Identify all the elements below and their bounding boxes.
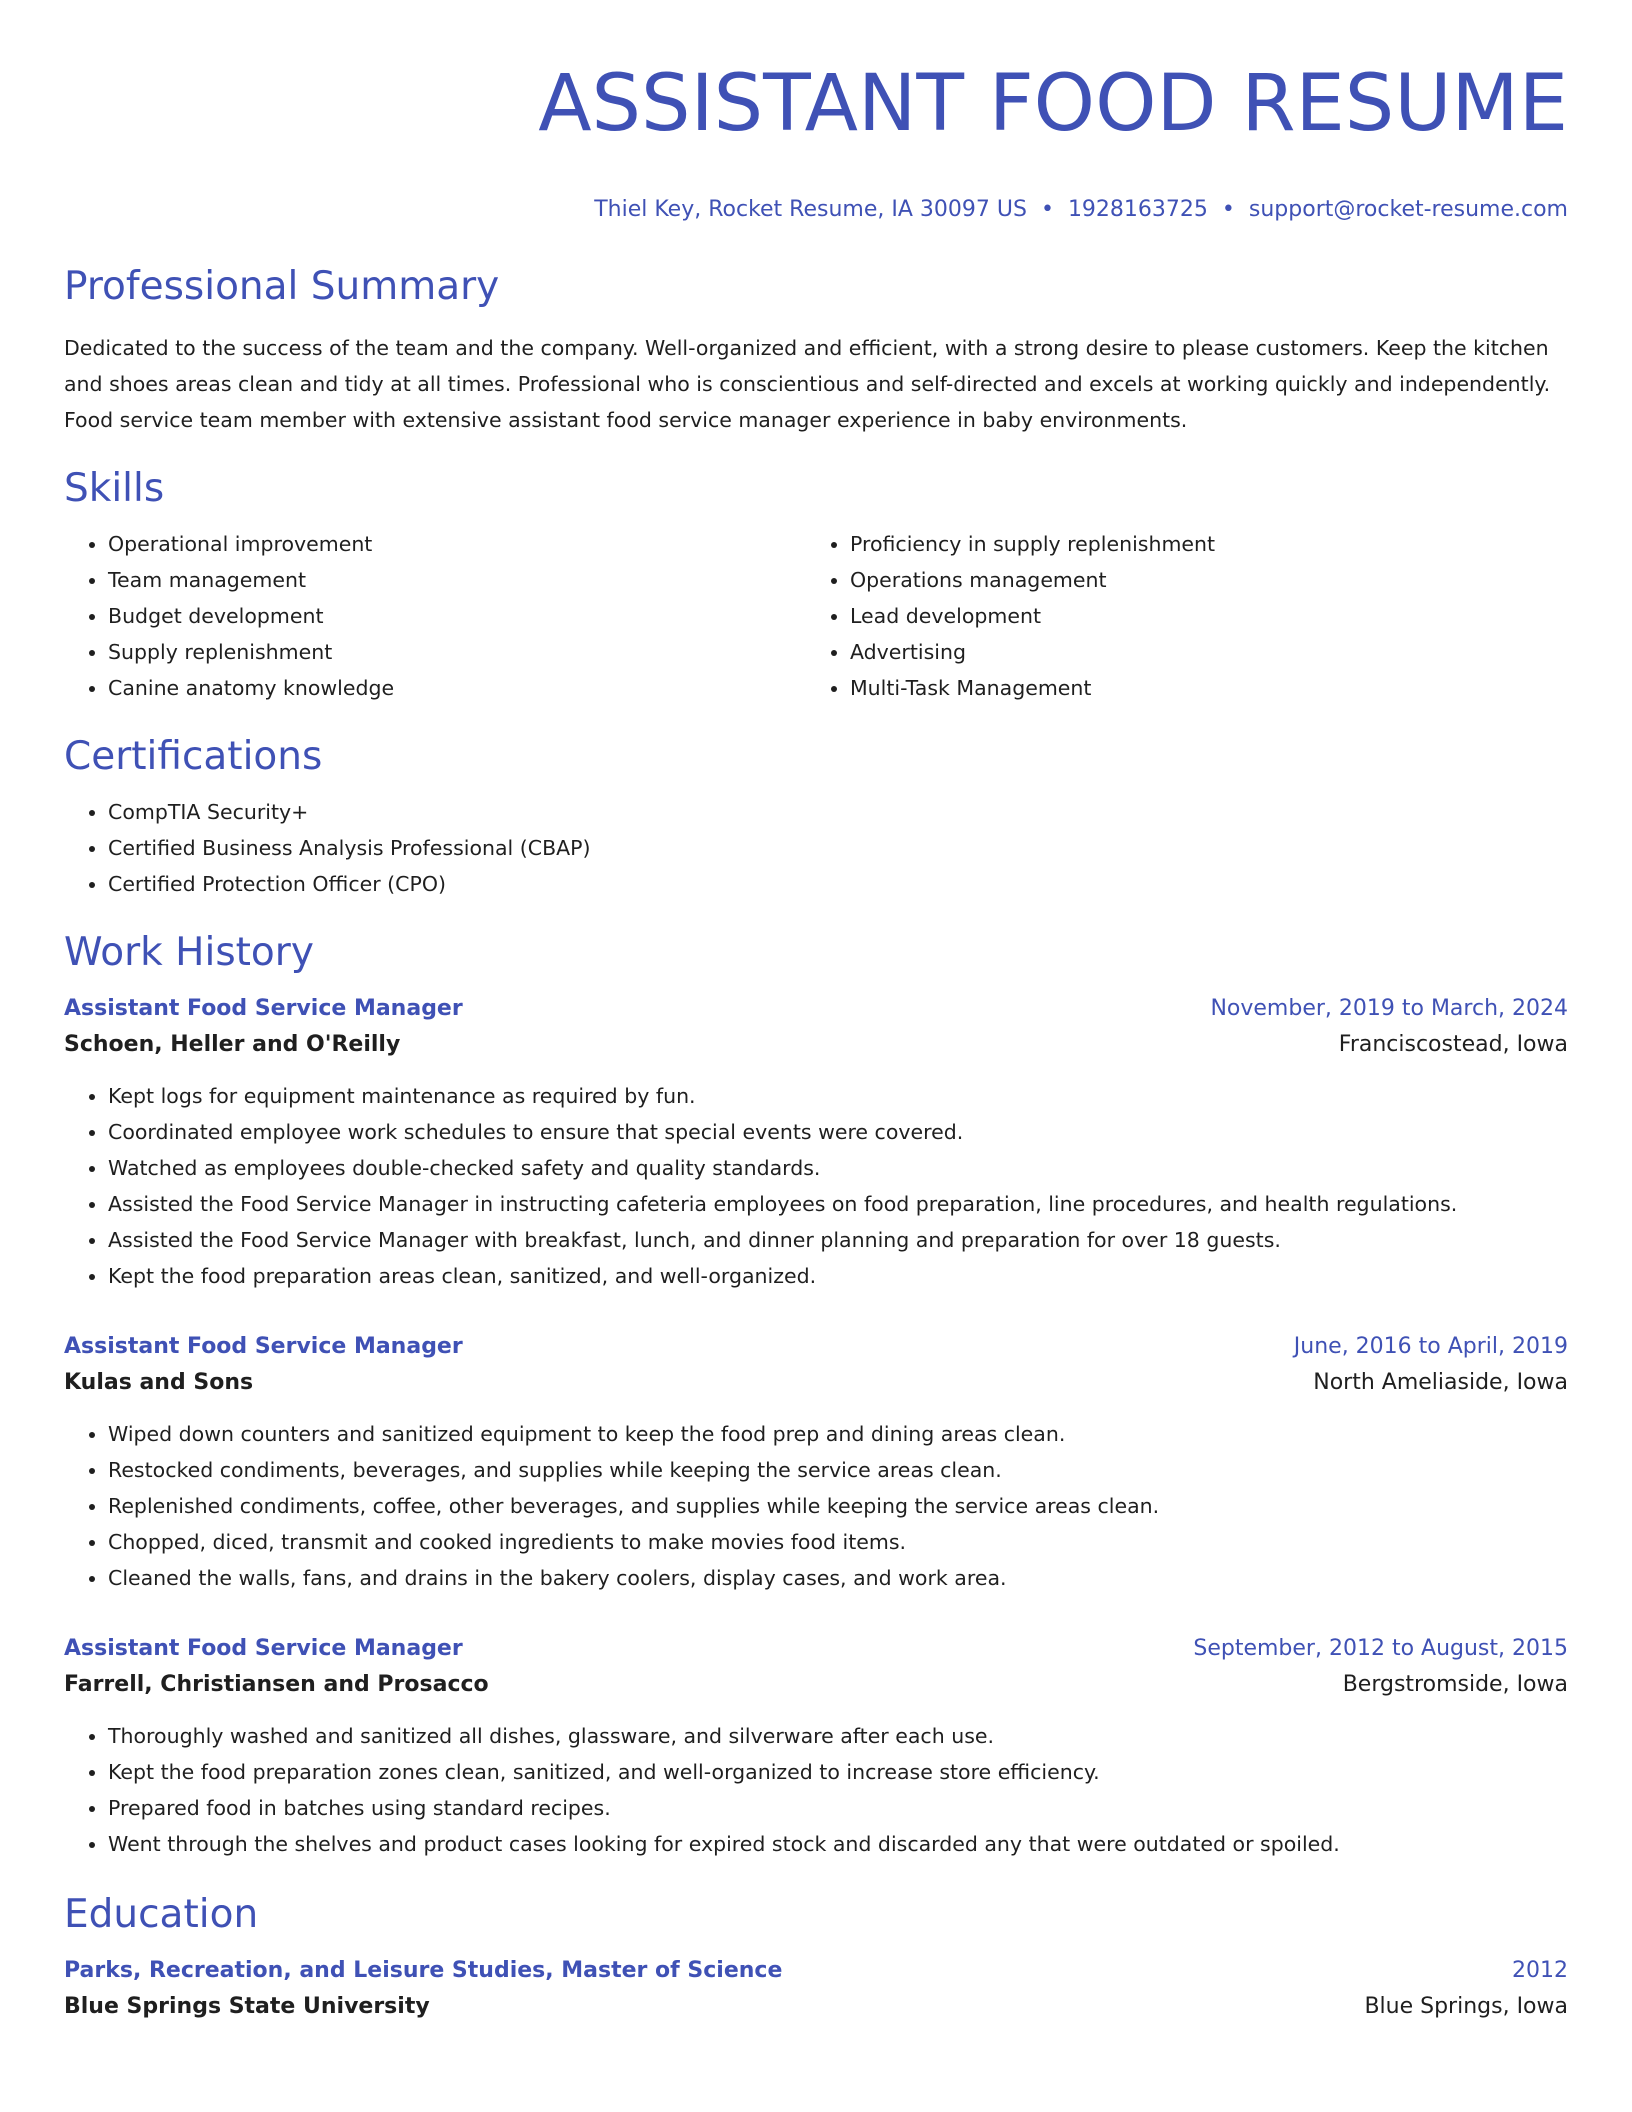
job-bullets	[64, 1078, 1568, 1294]
skills-columns	[64, 526, 1568, 706]
job-entry	[64, 992, 1568, 1294]
resume-title: ASSISTANT FOOD RESUME	[538, 59, 1568, 149]
job-bullet: • Assisted the Food Service Manager in instructing cafeteria employees on food preparation, line procedures, and health regulations.	[108, 1186, 1568, 1222]
job-employer-row	[64, 1364, 1568, 1402]
contact-phone: 1928163725	[1067, 197, 1208, 222]
education-header-row	[64, 1954, 1568, 1988]
education-year: 2012	[1512, 1958, 1568, 1983]
skill-item: • Budget development	[108, 598, 806, 634]
job-employer-row	[64, 1026, 1568, 1064]
job-bullet: • Cleaned the walls, fans, and drains in the bakery coolers, display cases, and work area.	[108, 1560, 1568, 1596]
education-heading: Education	[64, 1892, 259, 1937]
job-title: Assistant Food Service Manager	[64, 1636, 463, 1661]
education-section	[64, 1892, 1568, 2026]
skill-item: • Multi-Task Management	[850, 670, 1548, 706]
job-bullet: • Kept the food preparation areas clean, sanitized, and well-organized.	[108, 1258, 1568, 1294]
job-employer: Farrell, Christiansen and Prosacco	[64, 1672, 489, 1697]
job-bullets	[64, 1416, 1568, 1596]
contact-email: support@rocket-resume.com	[1248, 197, 1568, 222]
job-bullet: • Replenished condiments, coffee, other beverages, and supplies while keeping the service areas clean.	[108, 1488, 1568, 1524]
skills-heading: Skills	[64, 466, 165, 511]
contact-line	[64, 196, 1568, 224]
job-employer: Kulas and Sons	[64, 1370, 254, 1395]
job-entry	[64, 1330, 1568, 1596]
job-location: Bergstromside, Iowa	[1342, 1672, 1568, 1697]
job-employer-row	[64, 1666, 1568, 1704]
education-degree: Parks, Recreation, and Leisure Studies, Master of Science	[64, 1958, 783, 1983]
job-bullet: • Coordinated employee work schedules to ensure that special events were covered.	[108, 1114, 1568, 1150]
skill-item: • Advertising	[850, 634, 1548, 670]
job-bullet: • Watched as employees double-checked safety and quality standards.	[108, 1150, 1568, 1186]
job-bullet: • Kept the food preparation zones clean, sanitized, and well-organized to increase store efficiency.	[108, 1754, 1568, 1790]
summary-text: Dedicated to the success of the team and the company. Well-organized and efficient, with a strong desire to please customers. Keep the kitchen and shoes areas clean and tidy at all times. Professional who is conscientious and self-directed and excels at working quickly and independently. Food service team member with extensive assistant food service manager experience in baby environments.	[64, 336, 1551, 432]
job-bullet: • Assisted the Food Service Manager with breakfast, lunch, and dinner planning and preparation for over 18 guests.	[108, 1222, 1568, 1258]
skill-item: • Supply replenishment	[108, 634, 806, 670]
resume-header	[64, 52, 1568, 224]
job-header-row	[64, 1632, 1568, 1666]
work-history-heading: Work History	[64, 930, 314, 975]
job-title: Assistant Food Service Manager	[64, 1334, 463, 1359]
job-bullet: • Restocked condiments, beverages, and supplies while keeping the service areas clean.	[108, 1452, 1568, 1488]
contact-separator: •	[1221, 197, 1235, 222]
job-location: North Ameliaside, Iowa	[1313, 1370, 1568, 1395]
skill-item: • Canine anatomy knowledge	[108, 670, 806, 706]
certifications-list	[64, 794, 1568, 902]
job-location: Franciscostead, Iowa	[1338, 1032, 1568, 1057]
summary-heading: Professional Summary	[64, 264, 500, 309]
job-bullet: • Chopped, diced, transmit and cooked ingredients to make movies food items.	[108, 1524, 1568, 1560]
job-header-row	[64, 992, 1568, 1026]
education-entry	[64, 1954, 1568, 2026]
job-title: Assistant Food Service Manager	[64, 996, 463, 1021]
job-bullet: • Kept logs for equipment maintenance as required by fun.	[108, 1078, 1568, 1114]
work-history-section	[64, 930, 1568, 1862]
certifications-section	[64, 734, 1568, 902]
job-bullet: • Thoroughly washed and sanitized all dishes, glassware, and silverware after each use.	[108, 1718, 1568, 1754]
skill-item: • Lead development	[850, 598, 1548, 634]
job-employer: Schoen, Heller and O'Reilly	[64, 1032, 401, 1057]
skill-item: • Proficiency in supply replenishment	[850, 526, 1548, 562]
skills-column-right	[806, 526, 1548, 706]
skills-list-left	[64, 526, 806, 706]
contact-separator: •	[1040, 197, 1054, 222]
certification-item: • CompTIA Security+	[108, 794, 1568, 830]
summary-section	[64, 264, 1568, 438]
skill-item: • Operational improvement	[108, 526, 806, 562]
job-header-row	[64, 1330, 1568, 1364]
job-bullet: • Prepared food in batches using standard recipes.	[108, 1790, 1568, 1826]
skills-column-left	[64, 526, 806, 706]
contact-address: Thiel Key, Rocket Resume, IA 30097 US	[594, 197, 1027, 222]
job-bullet: • Went through the shelves and product cases looking for expired stock and discarded any that were outdated or spoiled.	[108, 1826, 1568, 1862]
skill-item: • Team management	[108, 562, 806, 598]
education-school: Blue Springs State University	[64, 1994, 430, 2019]
skills-list-right	[806, 526, 1548, 706]
job-entry	[64, 1632, 1568, 1862]
job-dates: June, 2016 to April, 2019	[1293, 1334, 1568, 1359]
skills-section	[64, 466, 1568, 706]
education-school-row	[64, 1988, 1568, 2026]
education-location: Blue Springs, Iowa	[1364, 1994, 1568, 2019]
certifications-heading: Certifications	[64, 734, 323, 779]
skill-item: • Operations management	[850, 562, 1548, 598]
job-dates: September, 2012 to August, 2015	[1193, 1636, 1568, 1661]
job-bullet: • Wiped down counters and sanitized equipment to keep the food prep and dining areas clean.	[108, 1416, 1568, 1452]
certification-item: • Certified Protection Officer (CPO)	[108, 866, 1568, 902]
job-dates: November, 2019 to March, 2024	[1210, 996, 1568, 1021]
job-bullets	[64, 1718, 1568, 1862]
certification-item: • Certified Business Analysis Professional (CBAP)	[108, 830, 1568, 866]
